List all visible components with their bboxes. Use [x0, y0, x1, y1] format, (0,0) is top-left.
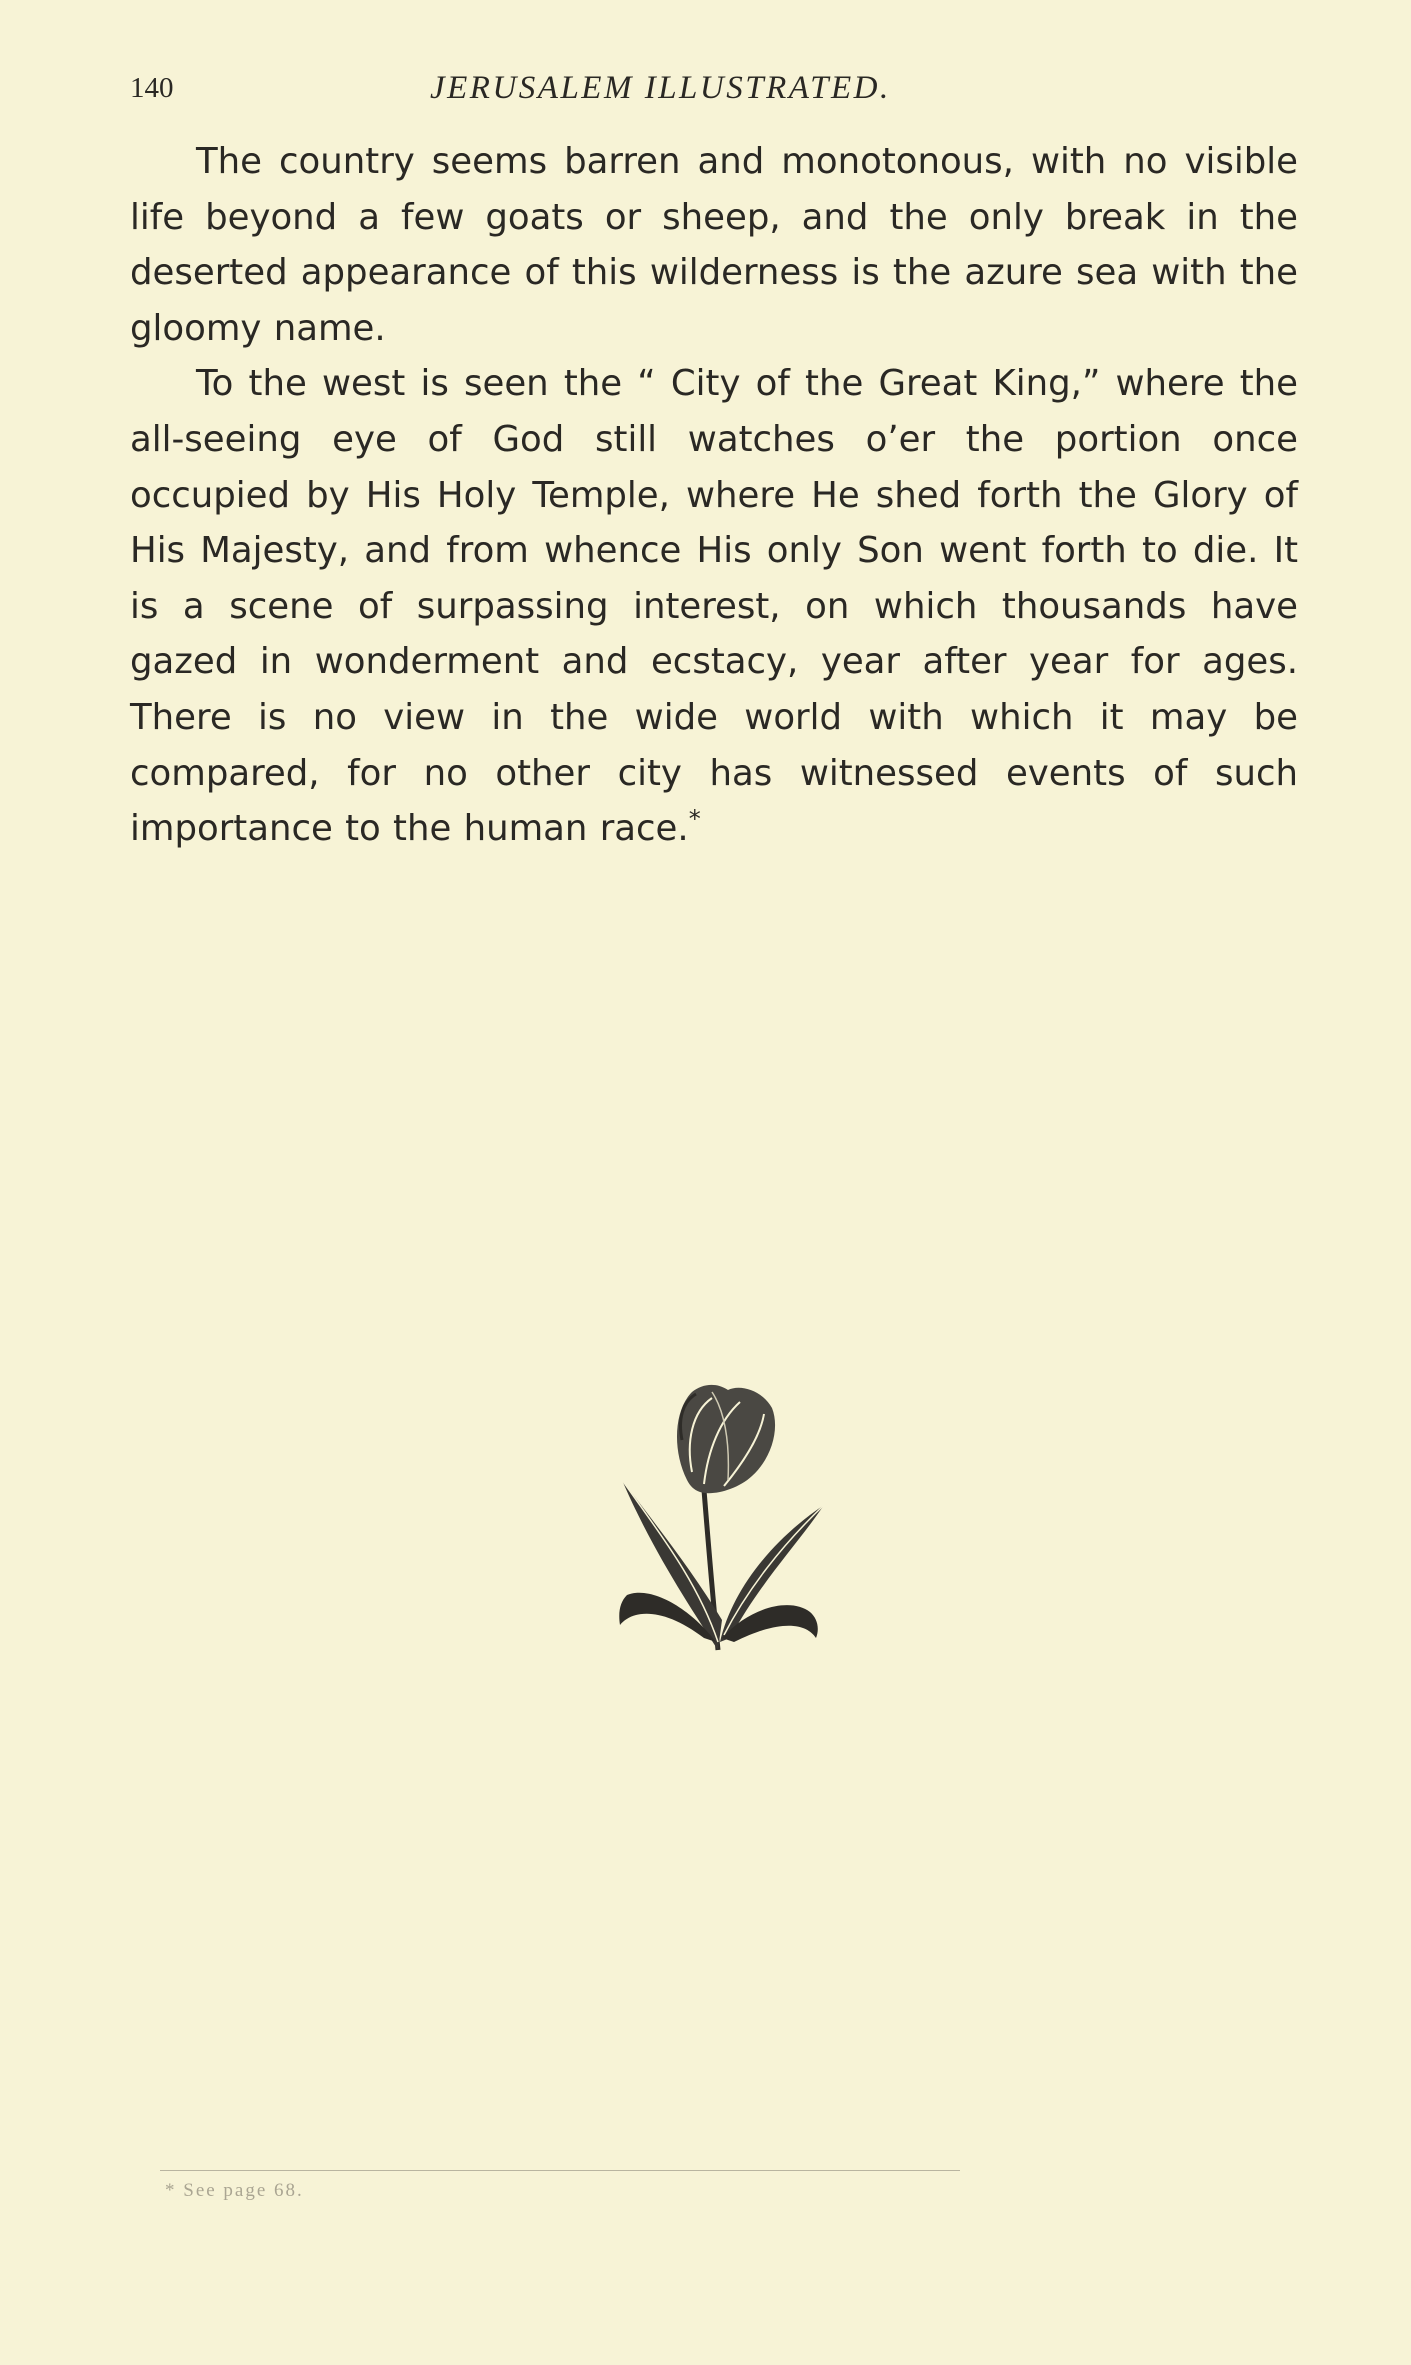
running-title: JERUSALEM ILLUSTRATED. [430, 70, 891, 106]
page-header [130, 66, 1300, 116]
tulip-ornament-icon [612, 1380, 832, 1660]
footnote: * See page 68. [165, 2180, 304, 2201]
paragraph-1: The country seems barren and monotonous, with no visible life beyond a few goats or sheep, and the only break in the deserted appearance of this wilderness is the azure sea with the gloomy name. [130, 141, 1298, 349]
footnote-rule [160, 2170, 960, 2171]
page-number: 140 [130, 72, 174, 104]
paragraph-2 [130, 356, 1298, 856]
body-text [130, 134, 1298, 857]
footnote-reference-mark: * [688, 805, 701, 834]
paragraph-2-text: To the west is seen the “ City of the Great King,” where the all-seeing eye of God still watches o’er the portion once occupied by His Holy Temple, where He shed forth the Glory of His Majesty, and from whence His only Son went forth to die. It is a scene of surpassing interest, on which thousands have gazed in wonderment and ecstacy, year after year for ages. There is no view in the wide world with which it may be compared, for no other city has witnessed events of such importance to the human race. [130, 363, 1298, 850]
